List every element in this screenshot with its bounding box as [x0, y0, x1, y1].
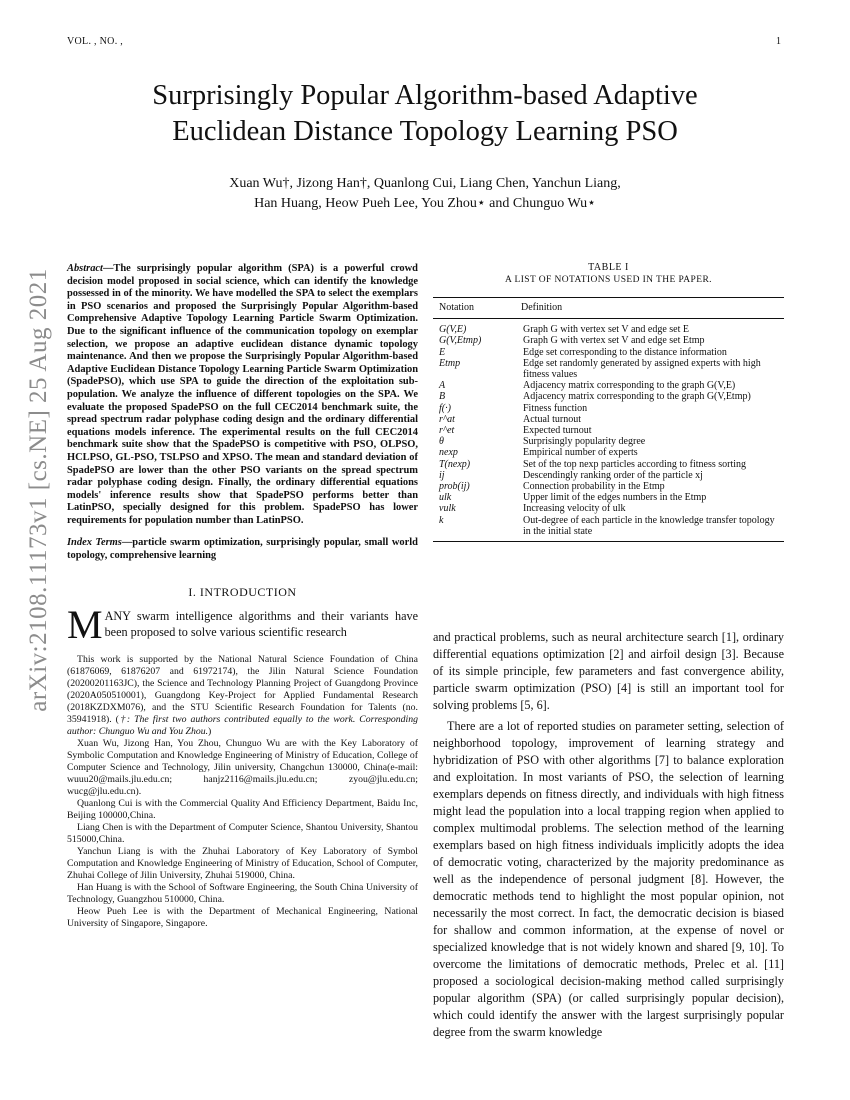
table-row — [433, 347, 784, 358]
notation-table-block — [433, 262, 784, 542]
table-body — [433, 319, 784, 542]
table-header-row — [433, 298, 784, 319]
title-line-2: Euclidean Distance Topology Learning PSO — [172, 116, 678, 147]
notation-symbol: B — [439, 391, 446, 403]
authors-line-1: Xuan Wu†, Jizong Han†, Quanlong Cui, Liang Chen, Yanchun Liang, — [229, 176, 621, 191]
running-header: VOL. , NO. , — [67, 36, 124, 47]
notation-definition: Expected turnout — [523, 425, 592, 437]
author-list — [67, 174, 783, 214]
notation-symbol: T(nexp) — [439, 458, 471, 470]
notation-definition: Graph G with vertex set V and edge set Etmp — [523, 335, 705, 347]
notation-symbol: r^at — [439, 413, 455, 425]
notation-definition: Adjacency matrix corresponding to the graph G(V,Etmp) — [523, 391, 751, 403]
notation-definition: Connection probability in the Etmp — [523, 481, 665, 493]
body-paragraph: and practical problems, such as neural architecture search [1], ordinary differential equations optimization [2] and airfoil design [3]. Because of its simple principle, few parameters and fast convergence ability, particle swarm optimization (PSO) [4] is still an important tool for solving problems [5, 6]. — [433, 630, 784, 712]
table-row — [433, 425, 784, 436]
arxiv-identifier-stamp — [4, 268, 74, 712]
table-row — [433, 403, 784, 414]
footnotes — [67, 654, 418, 930]
notation-symbol: nexp — [439, 447, 458, 459]
abstract-text: —The surprisingly popular algorithm (SPA) is a powerful crowd decision model proposed in social science, which can identify the knowledge possessed in of the minority. We have modelled the SPA to select the exemplars in PSO scenarios and proposed the Surprisingly Popular Algorithm-based Comprehensive Adaptive Topology Learning Particle Swarm Optimization. Due to the significant influence of the communication topology on exemplar selection, we propose an adaptive euclidean distance dynamic topology maintenance. And then we propose the Surprisingly Popular Algorithm-based Adaptive Euclidean Distance Topology Learning Particle Swarm Optimization (SpadePSO), which use SPA to guide the direction of the exploitation sub-population. We analyze the influence of different topologies on the SPA. We evaluate the proposed SpadePSO on the full CEC2014 benchmark suite, the spread spectrum radar polyphase coding design and the ordinary differential equations models inference. The experimental results on the full CEC2014 benchmark suite show that the SpadePSO is competitive with PSO, OLPSO, HCLPSO, GL-PSO, TSLPSO and XPSO. The mean and standard deviation of SpadePSO are lower than the other PSO variants on the spread spectrum radar polyphase coding design. Finally, the ordinary differential equations models' inference results show that SpadePSO performs better than LatinPSO, specially designed for this problem. SpadePSO has lower requirements for population number than LatinPSO. — [67, 263, 418, 526]
table-label: TABLE I — [588, 262, 629, 273]
notation-definition: Edge set corresponding to the distance information — [523, 346, 727, 358]
section-heading-introduction: I. INTRODUCTION — [188, 584, 297, 599]
notation-definition: Graph G with vertex set V and edge set E — [523, 324, 689, 336]
table-row — [433, 470, 784, 481]
intro-text: ANY swarm intelligence algorithms and their variants have been proposed to solve various scientific research — [104, 608, 418, 639]
notation-symbol: E — [439, 346, 446, 358]
notation-symbol: ij — [439, 469, 445, 481]
footnote-affiliation: Yanchun Liang is with the Zhuhai Laboratory of Key Laboratory of Symbol Computation and Knowledge Engineering of Ministry of Education, School of Computer, Zhuhai College of Jilin University, Zhuhai 519000, China. — [67, 845, 418, 881]
footnote-affiliation: Han Huang is with the School of Software Engineering, the South China University of Technology, Guangzhou 510000, China. — [67, 881, 418, 905]
index-terms-lead: Index Terms — [67, 537, 122, 549]
table-row — [433, 380, 784, 391]
notation-symbol: k — [433, 515, 521, 542]
column-header-definition: Definition — [521, 298, 784, 319]
notation-definition: Out-degree of each particle in the knowledge transfer topology in the initial state — [521, 515, 784, 542]
notation-symbol: G(V,Etmp) — [439, 335, 482, 347]
table-row — [433, 414, 784, 425]
index-terms — [67, 537, 418, 562]
intro-paragraph — [67, 601, 418, 647]
notation-definition: Adjacency matrix corresponding to the graph G(V,E) — [523, 380, 736, 392]
index-terms-text: —particle swarm optimization, surprisingly popular, small world topology, comprehensive learning — [67, 537, 418, 562]
right-column-body — [433, 629, 784, 1041]
drop-cap: M — [67, 601, 103, 647]
body-paragraph: There are a lot of reported studies on parameter setting, selection of neighborhood topology, improvement of learning strategy and hybridization of PSO with other algorithms [7] to balance exploration and exploitation. In most variants of PSO, the selection of learning exemplars depends on fitness directly, and individuals with high fitness might lead the population into a local trapping region when applied to complex multimodal problems. The selection method of the learning exemplars based on high fitness individuals implicitly adopts the idea of democratic voting, characterized by the majority predominance as well as the independence of personal judgment [8]. However, the democratic methods tend to highlight the most popular opinion, not necessarily the most correct. In fact, the democratic decision is biased for shallow and common information, at the expense of novel or specialized knowledge that is not widely known and shared [9, 10]. To overcome the limitations of democratic methods, Prelec et al. [11] proposed a sociological decision-making method called surprisingly popular algorithm (SPA) (or called surprisingly popular decision), which could identify the answer with the largest surprisingly popular degree from the swarm knowledge — [433, 719, 784, 1039]
table-row — [433, 492, 784, 503]
table-row — [433, 319, 784, 336]
arxiv-identifier-text: arXiv:2108.11173v1 [cs.NE] 25 Aug 2021 — [25, 268, 52, 712]
page-number: 1 — [776, 36, 781, 47]
notation-definition: Actual turnout — [523, 413, 582, 425]
notation-symbol: ulk — [439, 492, 452, 504]
table-row — [433, 459, 784, 470]
notation-definition: Increasing velocity of ulk — [523, 503, 626, 515]
notation-definition: Empirical number of experts — [523, 447, 638, 459]
table-row — [433, 391, 784, 402]
notation-definition: Descendingly ranking order of the particle xj — [523, 469, 703, 481]
paper-title — [67, 78, 783, 150]
title-line-1: Surprisingly Popular Algorithm-based Adaptive — [152, 80, 698, 111]
notation-symbol: A — [439, 380, 446, 392]
notation-symbol: vulk — [439, 503, 456, 515]
footnote-funding-emph: †: The first two authors contributed equally to the work. Corresponding author: Chunguo Wu and You Zhou. — [67, 713, 418, 737]
footnote-funding-tail: ) — [208, 725, 212, 737]
column-header-notation: Notation — [433, 298, 521, 319]
footnote-funding-text: This work is supported by the National Natural Science Foundation of China (61876069, 61876207 and 61972174), the Jilin Natural Science Foundation (20200201163JC), the Science and Technology Planning Project of Guangdong Province (2020A050510001), Guangdong Key-Project for Applied Fundamental Research (2018KZDXM076), and the STU Scientific Research Foundation for Talents (no. 35941918). ( — [67, 653, 418, 725]
left-column — [67, 263, 418, 930]
footnote-affiliation: Quanlong Cui is with the Commercial Quality And Efficiency Department, Baidu Inc, Beijing 100000,China. — [67, 797, 418, 821]
notation-definition: Fitness function — [523, 402, 588, 414]
notation-definition: Upper limit of the edges numbers in the Etmp — [523, 492, 707, 504]
notation-definition: Set of the top nexp particles according to fitness sorting — [523, 458, 747, 470]
notation-definition: Edge set randomly generated by assigned experts with high fitness values — [523, 357, 761, 381]
notation-symbol: G(V,E) — [439, 324, 467, 336]
table-row — [433, 503, 784, 514]
table-caption: A LIST OF NOTATIONS USED IN THE PAPER. — [505, 275, 712, 285]
table-row — [433, 447, 784, 458]
table-row — [433, 481, 784, 492]
table-row — [433, 335, 784, 346]
notation-symbol: r^et — [439, 425, 455, 437]
notation-symbol: Etmp — [439, 357, 461, 369]
authors-line-2: Han Huang, Heow Pueh Lee, You Zhou⋆ and Chunguo Wu⋆ — [254, 196, 596, 211]
notation-symbol: f(·) — [439, 402, 451, 414]
notation-symbol: prob(ij) — [439, 481, 470, 493]
notation-definition: Surprisingly popularity degree — [523, 436, 646, 448]
abstract-lead: Abstract — [67, 263, 103, 274]
footnote-funding — [67, 654, 418, 738]
footnote-affiliation: Liang Chen is with the Department of Computer Science, Shantou University, Shantou 515000,China. — [67, 821, 418, 845]
table-row — [433, 436, 784, 447]
footnote-affiliation: Xuan Wu, Jizong Han, You Zhou, Chunguo Wu are with the Key Laboratory of Symbolic Computation and Knowledge Engineering of Ministry of Education, College of Computer Science and Technology, Jilin university, Changchun 130000, China(e-mail: wuuu20@mails.jlu.edu.cn; hanjz2116@mails.jlu.edu.cn; zyou@jlu.edu.cn; wucg@jlu.edu.cn). — [67, 737, 418, 797]
table-row — [433, 515, 784, 542]
table-row — [433, 358, 784, 380]
abstract — [67, 263, 418, 527]
footnote-affiliation: Heow Pueh Lee is with the Department of Mechanical Engineering, National University of Singapore, Singapore. — [67, 905, 418, 929]
notation-symbol: θ — [439, 436, 444, 448]
notation-table — [433, 297, 784, 542]
